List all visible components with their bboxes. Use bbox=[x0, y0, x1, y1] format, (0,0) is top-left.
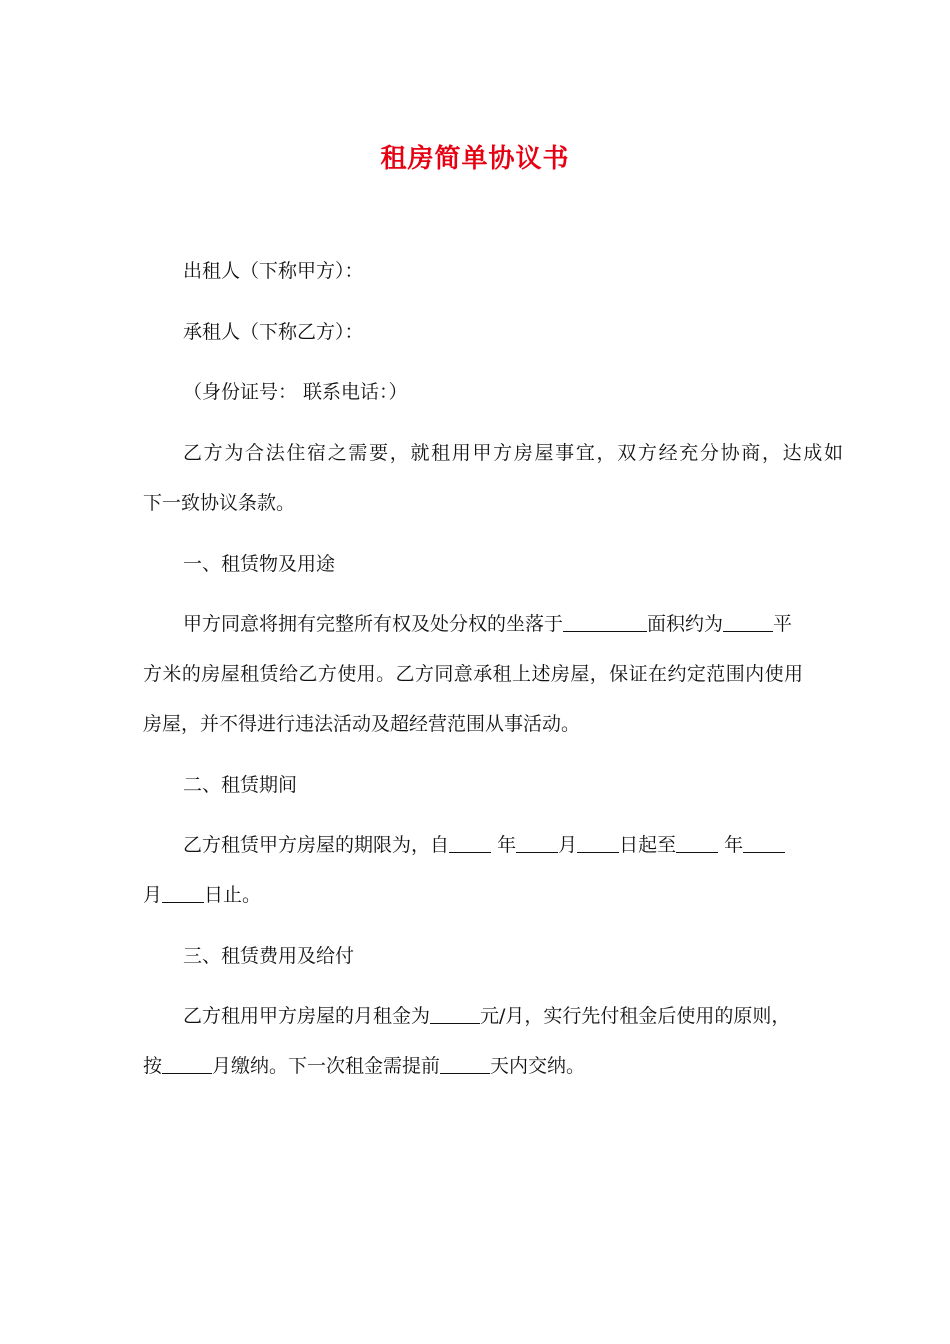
intro-line-1: 乙方为合法住宿之需要，就租用甲方房屋事宜，双方经充分协商，达成如 bbox=[183, 442, 843, 464]
end-day-blank bbox=[162, 884, 204, 903]
text-segment: 月 bbox=[143, 884, 163, 906]
text-segment: 元/月，实行先付租金后使用的原则， bbox=[480, 1005, 791, 1027]
text-segment: 月 bbox=[558, 834, 578, 856]
section1-paragraph-line-1 bbox=[143, 612, 843, 636]
text-segment: 年 bbox=[497, 834, 517, 856]
section2-paragraph-line-2 bbox=[143, 883, 803, 907]
id-phone-line: （身份证号： 联系电话：） bbox=[183, 381, 408, 403]
lessee-line: 承租人（下称乙方）： bbox=[183, 321, 364, 343]
text-segment: 平 bbox=[773, 613, 793, 635]
section-heading-2: 二、租赁期间 bbox=[183, 774, 298, 796]
text-segment: 甲方同意将拥有完整所有权及处分权的坐落于 bbox=[183, 613, 564, 635]
end-month-blank bbox=[743, 834, 785, 853]
document-title: 租房简单协议书 bbox=[380, 144, 570, 174]
start-day-blank bbox=[577, 834, 619, 853]
start-year-blank bbox=[449, 834, 491, 853]
end-year-blank bbox=[676, 834, 718, 853]
section-heading-1: 一、租赁物及用途 bbox=[183, 553, 336, 575]
payment-period-blank bbox=[162, 1055, 212, 1074]
start-month-blank bbox=[516, 834, 558, 853]
intro-line-2: 下一致协议条款。 bbox=[143, 492, 296, 514]
section3-paragraph-line-2 bbox=[143, 1054, 803, 1078]
text-segment: 年 bbox=[724, 834, 744, 856]
text-segment: 天内交纳。 bbox=[490, 1055, 586, 1077]
text-segment: 月缴纳。下一次租金需提前 bbox=[212, 1055, 441, 1077]
section-heading-3: 三、租赁费用及给付 bbox=[183, 945, 355, 967]
text-segment: 乙方租用甲方房屋的月租金为 bbox=[183, 1005, 431, 1027]
text-segment: 日起至 bbox=[619, 834, 677, 856]
location-blank bbox=[563, 613, 647, 632]
section3-paragraph-line-1 bbox=[143, 1004, 843, 1028]
section1-paragraph-line-3: 房屋，并不得进行违法活动及超经营范围从事活动。 bbox=[143, 713, 581, 735]
advance-days-blank bbox=[440, 1055, 490, 1074]
rent-amount-blank bbox=[430, 1005, 480, 1024]
text-segment: 乙方租赁甲方房屋的期限为，自 bbox=[183, 834, 450, 856]
section1-paragraph-line-2: 方米的房屋租赁给乙方使用。乙方同意承租上述房屋，保证在约定范围内使用 bbox=[143, 663, 803, 685]
text-segment: 按 bbox=[143, 1055, 163, 1077]
section2-paragraph-line-1 bbox=[143, 833, 843, 857]
text-segment: 面积约为 bbox=[647, 613, 724, 635]
area-blank bbox=[723, 613, 773, 632]
lessor-line: 出租人（下称甲方）： bbox=[183, 260, 364, 282]
text-segment: 日止。 bbox=[204, 884, 262, 906]
